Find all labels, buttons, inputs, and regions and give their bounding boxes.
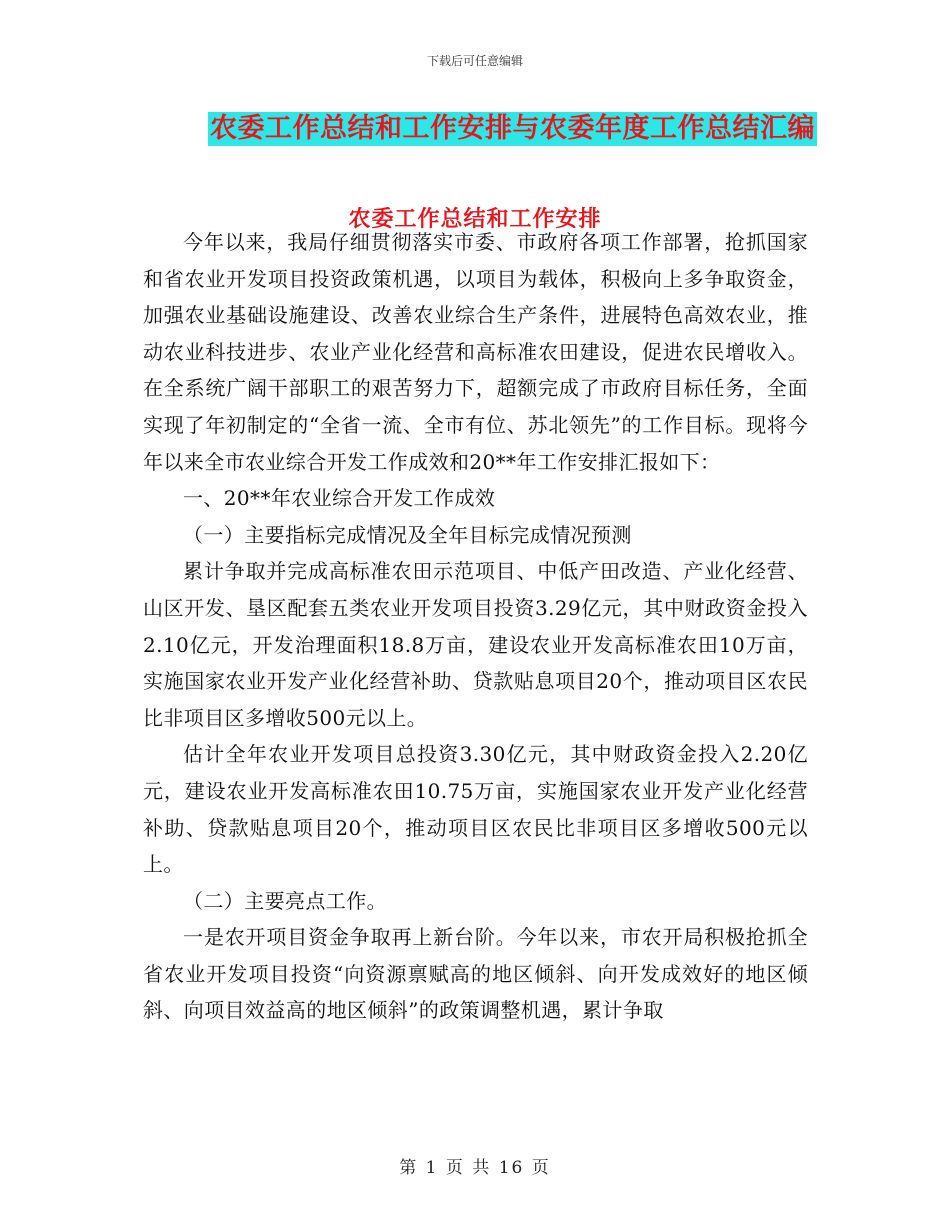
paragraph-estimate: 估计全年农业开发项目总投资3.30亿元，其中财政资金投入2.20亿元，建设农业开发高标准农田10.75万亩，实施国家农业开发产业化经营补助、贷款贴息项目20个，推动项目区农民比非项目区多增收500元以上。	[143, 742, 808, 877]
body-text	[143, 224, 808, 1029]
section-title: 农委工作总结和工作安排	[348, 207, 602, 232]
paragraph-highlight-one: 一是农开项目资金争取再上新台阶。今年以来，市农开局积极抢抓全省农业开发项目投资“向资源禀赋高的地区倾斜、向开发成效好的地区倾斜、向项目效益高的地区倾斜”的政策调整机遇，累计争取	[143, 925, 808, 1023]
paragraph-achievements: 累计争取并完成高标准农田示范项目、中低产田改造、产业化经营、山区开发、垦区配套五类农业开发项目投资3.29亿元，其中财政资金投入2.10亿元，开发治理面积18.8万亩，建设农业开发高标准农田10万亩，实施国家农业开发产业化经营补助、贷款贴息项目20个，推动项目区农民比非项目区多增收500元以上。	[143, 559, 808, 730]
paragraph-intro: 今年以来，我局仔细贯彻落实市委、市政府各项工作部署，抢抓国家和省农业开发项目投资政策机遇，以项目为载体，积极向上多争取资金，加强农业基础设施建设、改善农业综合生产条件，进展特色高效农业，推动农业科技进步、农业产业化经营和高标准农田建设，促进农民增收入。在全系统广阔干部职工的艰苦努力下，超额完成了市政府目标任务，全面实现了年初制定的“全省一流、全市有位、苏北领先”的工作目标。现将今年以来全市农业综合开发工作成效和20**年工作安排汇报如下：	[143, 230, 808, 474]
heading-level-1: 一、20**年农业综合开发工作成效	[183, 486, 496, 511]
main-title-container	[208, 112, 908, 146]
main-title: 农委工作总结和工作安排与农委年度工作总结汇编	[210, 113, 815, 144]
heading-level-2-indicators: （一）主要指标完成情况及全年目标完成情况预测	[183, 522, 632, 547]
header-note: 下载后可任意编辑	[426, 54, 523, 68]
page-footer: 第 1 页 共 16 页	[399, 1158, 551, 1178]
heading-level-2-highlights: （二）主要亮点工作。	[183, 888, 387, 913]
